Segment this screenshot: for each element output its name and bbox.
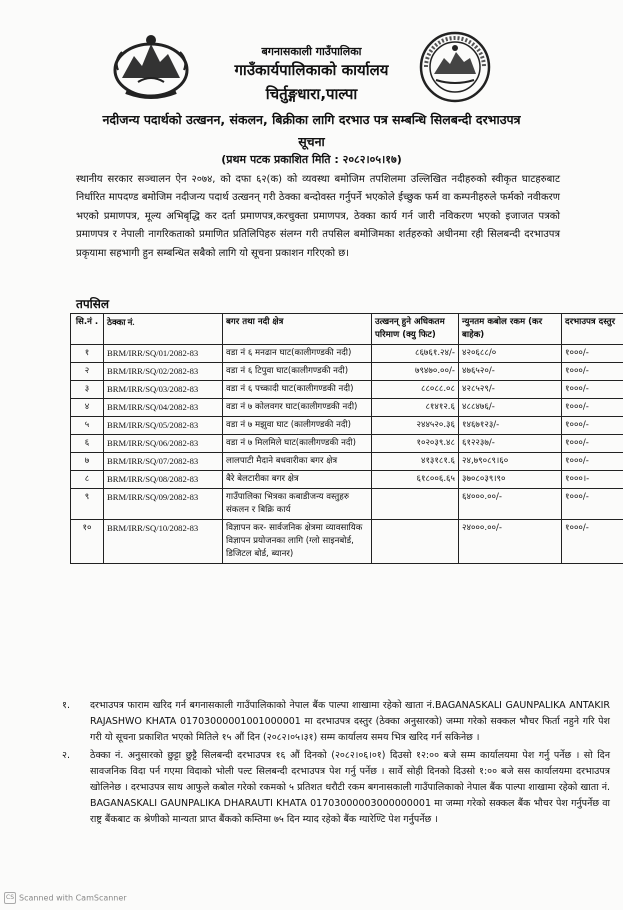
cell-sn: ५ [71,417,104,435]
header-sn: सि.नं . [71,314,104,345]
cell-min-bid: २४०००.००/- [459,520,562,564]
camscanner-logo-icon: CS [4,892,16,904]
cell-sn: ४ [71,399,104,417]
cell-contract-no: BRM/IRR/SQ/10/2082-83 [104,520,223,564]
cell-location: वडा नं ६ पच्कादी घाट(कालीगण्डकी नदी) [223,381,372,399]
cell-min-bid: ६४०००.००/- [459,489,562,520]
table-row [71,471,623,489]
table-row [71,363,623,381]
term-number: १. [62,700,70,711]
header-min-bid: न्युनतम कबोल रकम (कर बाहेक) [459,314,562,345]
cell-min-bid: ४७६५२०/- [459,363,562,381]
cell-contract-no: BRM/IRR/SQ/05/2082-83 [104,417,223,435]
cell-location: लालपाटी मैदाने बधवारीका बगर क्षेत्र [223,453,372,471]
cell-location: बैरे बेलटारीका बगर क्षेत्र [223,471,372,489]
terms-list [62,698,610,830]
cell-sn: ३ [71,381,104,399]
cell-contract-no: BRM/IRR/SQ/09/2082-83 [104,489,223,520]
table-row [71,345,623,363]
header-office: गाउँकार्यपालिकाको कार्यालय [234,61,389,79]
cell-fee: १०००/- [562,489,623,520]
header-address: चिर्तुङ्गधारा,पाल्पा [265,85,358,103]
cell-contract-no: BRM/IRR/SQ/03/2082-83 [104,381,223,399]
scanner-watermark [4,892,127,904]
cell-contract-no: BRM/IRR/SQ/01/2082-83 [104,345,223,363]
cell-contract-no: BRM/IRR/SQ/08/2082-83 [104,471,223,489]
cell-volume: १०२०३९.४८ [372,435,459,453]
cell-fee: १०००/- [562,520,623,564]
cell-min-bid: २४,७९०८९।६० [459,453,562,471]
cell-volume: ८१४१२.६ [372,399,459,417]
term-number: २. [62,750,70,761]
intro-paragraph: स्थानीय सरकार सञ्चालन ऐन २०७४, को दफा ६२(क) को व्यवस्था बमोजिम तपशिलमा उल्लिखित नदीहरुको स्वीकृत घाटहरुबाट निर्धारित मापदण्ड बमोजिम नदीजन्य पदार्थ उत्खनन् गरी ठेक्का बन्दोवस्त गर्नुपर्ने भएकोले ईच्छुक फर्म वा कम्पनीहरुले फर्मको नवीकरण भएको प्रमाणपत्र, मूल्य अभिबृद्धि कर दर्ता प्रमाणपत्र,करचुक्ता प्रमाणपत्र, ठेक्का कार्य गर्न जारी नविकरण भएको इजाजत पत्रको प्रमाणपत्र र नेपाली नागरिकताको प्रमाणित प्रतिलिपिहरु संलग्न गरी तपसिल बमोजिमका शर्तहरुको अधीनमा रही सिलबन्दी दरभाउपत्र प्रकृयामा सहभागी हुन सम्बन्धित सबैको लागि यो सूचना प्रकाशन गरिएको छ। [76,174,560,259]
table-row [71,381,623,399]
cell-contract-no: BRM/IRR/SQ/02/2082-83 [104,363,223,381]
cell-volume [372,489,459,520]
table-row [71,489,623,520]
table-header-row [71,314,623,345]
cell-volume: ७९४७०.००/- [372,363,459,381]
notice-heading: सूचना [298,134,325,149]
cell-location: वडा नं ७ मिलमिले घाट(कालीगण्डकी नदी) [223,435,372,453]
table-row [71,417,623,435]
cell-location: वडा नं ७ मझुवा घाट (कालीगण्डकी नदी) [223,417,372,435]
cell-min-bid: १४६७१२३/- [459,417,562,435]
term-text: दरभाउपत्र फाराम खरिद गर्न बगनासकाली गाउँपालिकाको नेपाल बैंक पाल्पा शाखामा रहेको खाता नं.BAGANASKALI GAUNPALIKA ANTAKIR RAJASHWO KHATA 01703000001001000001 मा दरभाउपत्र दस्तुर (ठेक्का अनुसारको) जम्मा गरेको सक्कल भौचर फिर्ता नहुने गरि पेश गरी यो सूचना प्रकाशित भएको मितिले १५ औं दिन (२०८२।०५।३१) सम्म कार्यालय समय भित्र खरिद गर्न सकिनेछ । [90,700,610,743]
cell-location: विज्ञापन कर- सार्वजनिक क्षेत्रमा व्यावसायिक विज्ञापन प्रयोजनका लागि (ग्लो साइनबोर्ड, डिजिटल बोर्ड, ब्यानर) [223,520,372,564]
cell-volume [372,520,459,564]
cell-contract-no: BRM/IRR/SQ/07/2082-83 [104,453,223,471]
cell-min-bid: ४८८४७६/- [459,399,562,417]
details-label: तपसिल [76,297,110,311]
cell-min-bid: ४२०६८८/० [459,345,562,363]
cell-sn: १ [71,345,104,363]
cell-fee: १०००/- [562,363,623,381]
cell-sn: ९ [71,489,104,520]
cell-volume: ८६७६१.२४/- [372,345,459,363]
header-volume: उत्खनन् हुने अधिकतम परिमाण (क्यु फिट) [372,314,459,345]
cell-contract-no: BRM/IRR/SQ/04/2082-83 [104,399,223,417]
header-fee: दरभाउपत्र दस्तुर [562,314,623,345]
cell-location: गाउँपालिका भित्रका कबाडीजन्य वस्तुहरु संकलन र बिक्रि कार्य [223,489,372,520]
cell-sn: ७ [71,453,104,471]
cell-contract-no: BRM/IRR/SQ/06/2082-83 [104,435,223,453]
header-contract-no: ठेक्का नं. [104,314,223,345]
cell-volume: ४१३१८१.६ [372,453,459,471]
cell-sn: २ [71,363,104,381]
notice-title: नदीजन्य पदार्थको उत्खनन, संकलन, बिक्रीका लागि दरभाउ पत्र सम्बन्धि सिलबन्दी दरभाउपत्र [102,112,521,127]
cell-location: वडा नं ६ मनढान घाट(कालीगण्डकी नदी) [223,345,372,363]
cell-min-bid: ६१२२३७/- [459,435,562,453]
term-item [62,748,610,828]
table-row [71,399,623,417]
term-item [62,698,610,746]
publication-date: (प्रथम पटक प्रकाशित मिति : २०८२।०५।१७) [221,153,402,166]
cell-fee: १०००/- [562,453,623,471]
cell-fee: १०००/- [562,399,623,417]
cell-location: वडा नं ६ टिपुवा घाट(कालीगण्डकी नदी) [223,363,372,381]
cell-volume: २४४५२०.३६ [372,417,459,435]
table-row [71,453,623,471]
cell-min-bid: ४२८५२९/- [459,381,562,399]
cell-fee: १०००/- [562,345,623,363]
table-row [71,520,623,564]
contract-table [70,313,623,564]
term-text: ठेक्का नं. अनुसारको छुट्टा छुट्टै सिलबन्दी दरभाउपत्र १६ औं दिनको (२०८२।०६।०१) दिउसो १२:०० बजे सम्म कार्यालयमा पेश गर्नु पर्नेछ । सो दिन सावजनिक विदा पर्न गएमा विदाको भोली पल्ट सिलबन्दी दरभाउपत्र पेश गर्नु पर्नेछ । सार्वे सोही दिनको दिउसो १:०० बजे सस कार्यालयमा दरभाउपत्र खोलिनेछ । दरभाउपत्र साथ आफुले कबोल गरेको रकमको ५ प्रतिशत धरौटी रकम बगनासकाली गाउँपालिकाको नेपाल बैंक पाल्पा शाखामा रहेको खाता नं. BAGANASKALI GAUNPALIKA DHARAUTI KHATA 01703000003000000001 मा जम्मा गरेको सक्कल बैंक भौचर पेश गर्नुपर्नेछ वा राष्ट्र बैंकबाट क श्रेणीको मान्यता प्राप्त बैंकको कम्तिमा ७५ दिन म्याद रहेको बैंक ग्यारेण्टि पेश गर्नुपर्नेछ । [90,750,610,825]
header-municipality: बगनासकाली गाउँपालिका [261,45,362,58]
cell-sn: ६ [71,435,104,453]
header-location: बगर तथा नदी क्षेत्र [223,314,372,345]
scanner-text: Scanned with CamScanner [19,893,127,903]
cell-fee: १०००/- [562,381,623,399]
cell-volume: ८८०८८.०८ [372,381,459,399]
cell-volume: ६१८००६.६५ [372,471,459,489]
cell-min-bid: ३७०८०३९।९० [459,471,562,489]
cell-fee: १०००।- [562,471,623,489]
cell-sn: १० [71,520,104,564]
cell-fee: १०००/- [562,417,623,435]
cell-sn: ८ [71,471,104,489]
cell-fee: १०००/- [562,435,623,453]
table-row [71,435,623,453]
cell-location: वडा नं ७ कोलवगर घाट(कालीगण्डकी नदी) [223,399,372,417]
